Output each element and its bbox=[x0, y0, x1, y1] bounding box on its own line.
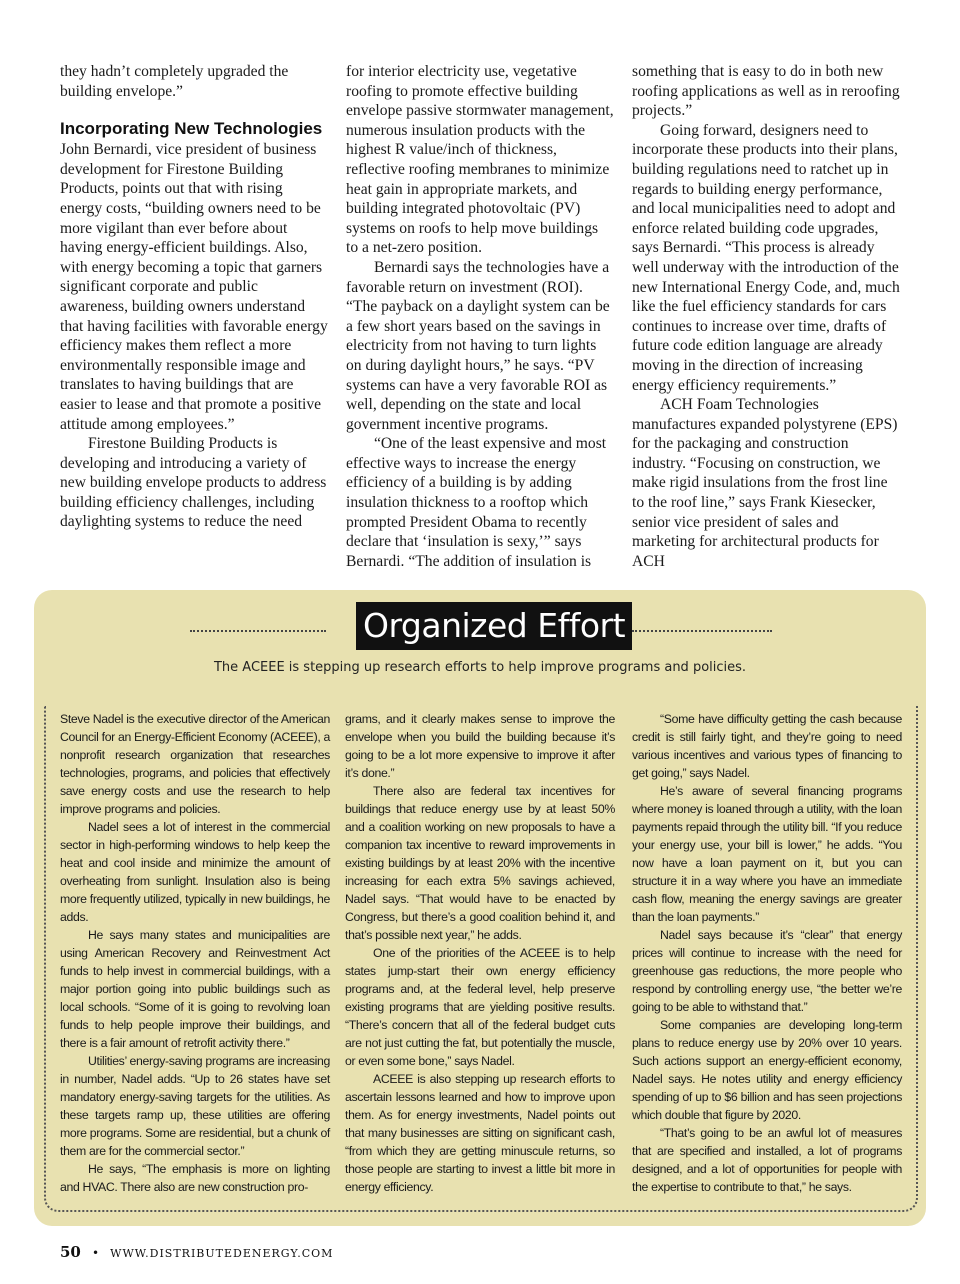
sidebar-title-bar bbox=[34, 602, 926, 652]
section-subhead: Incorporating New Technologies bbox=[60, 119, 323, 139]
paragraph: One of the priorities of the ACEEE is to help states jump-start their own energy efficiency programs and, at the federal level, help preserve existing programs that are yielding positive results. “There’s concern that all of the federal budget cuts are not just cutting the fat, but potentially the muscle, or even some bone,” says Nadel. bbox=[345, 946, 615, 1068]
paragraph: He says many states and municipalities are using American Recovery and Reinvestment Act funds to help invest in commercial buildings, with a major portion going into public buildings such as local schools. “Some of it is going to revolving loan funds to help people improve their buildings, and there is a fair amount of retrofit activity there.” bbox=[60, 928, 330, 1050]
paragraph: Bernardi says the technologies have a favorable return on investment (ROI). “The payback on a daylight system can be a few short years based on the savings in electricity from not having to turn lights on during daylight hours,” he says. “PV systems can have a very favorable ROI as well, depending on the state and local government incentive programs. bbox=[346, 258, 610, 433]
dotted-rule-right bbox=[632, 630, 772, 632]
paragraph: grams, and it clearly makes sense to improve the envelope when you build the building because it’s going to be a lot more expensive to improve it after it’s done.” bbox=[345, 712, 615, 780]
article-column-1 bbox=[60, 62, 328, 532]
paragraph: He says, “The emphasis is more on lighting and HVAC. There also are new construction pro- bbox=[60, 1162, 330, 1194]
paragraph: Going forward, designers need to incorporate these products into their plans, building regulations need to ratchet up in regards to building energy performance, and local municipalities need to adopt and enforce related building code upgrades, says Bernardi. “This process is already well underway with the introduction of the new International Energy Code, and, much like the fuel efficiency standards for cars continues to increase over time, drafts of future code edition language are already moving in the direction of increasing energy efficiency requirements.” bbox=[632, 121, 900, 394]
sidebar-box bbox=[34, 590, 926, 1226]
paragraph: something that is easy to do in both new roofing applications as well as in reroofing projects.” bbox=[632, 63, 900, 120]
paragraph: they hadn’t completely upgraded the building envelope.” bbox=[60, 63, 289, 100]
paragraph: “That’s going to be an awful lot of measures that are specified and installed, a lot of programs designed, and a lot of opportunities for people with the expertise to contribute to that,” he says. bbox=[632, 1126, 902, 1194]
article-body bbox=[60, 62, 902, 577]
sidebar-column-2 bbox=[345, 710, 615, 1196]
article-column-2 bbox=[346, 62, 614, 571]
sidebar-subtitle: The ACEEE is stepping up research efforts to help improve programs and policies. bbox=[213, 660, 747, 675]
article-column-3 bbox=[632, 62, 900, 571]
paragraph: John Bernardi, vice president of business development for Firestone Building Products, points out that with rising energy costs, “building owners need to be more vigilant than ever before about having energy-efficient buildings. Also, with energy becoming a topic that garners significant corporate and public awareness, building owners understand that having facilities with favorable energy efficiency makes them reflect a more environmentally responsible image and translates to having buildings that are easier to lease and that promote a positive attitude among employees.” bbox=[60, 141, 328, 433]
sidebar-column-3 bbox=[632, 710, 902, 1196]
paragraph: Some companies are developing long-term plans to reduce energy use by 20% over 10 years. Such actions support an energy-efficient economy, Nadel says. He notes utility and energy efficiency spending of up to $6 billion and has seen projections which double that figure by 2020. bbox=[632, 1018, 902, 1122]
paragraph: Firestone Building Products is developing and introducing a variety of new building envelope products to address building efficiency challenges, including daylighting systems to reduce the need bbox=[60, 435, 327, 531]
paragraph: Steve Nadel is the executive director of the American Council for an Energy-Efficient Economy (ACEEE), a nonprofit research organization that researches technologies, programs, and policies that effectively save energy costs and use the research to help improve programs and policies. bbox=[60, 712, 331, 816]
page-footer bbox=[60, 1242, 333, 1262]
footer-bullet: • bbox=[91, 1246, 100, 1260]
paragraph: ACEEE is also stepping up research efforts to ascertain lessons learned and how to improve upon them. As for energy investments, Nadel points out that many businesses are sitting on significant cash, “from which they are getting minuscule returns, so those people are starting to invest a little bit more in energy efficiency. bbox=[345, 1072, 615, 1194]
paragraph: “One of the least expensive and most effective ways to increase the energy efficiency of a building is by adding insulation thickness to a rooftop which prompted President Obama to recently declare that ‘insulation is sexy,’” says Bernardi. “The addition of insulation is bbox=[346, 435, 607, 570]
paragraph: Nadel says because it’s “clear” that energy prices will continue to increase with the need for greenhouse gas reductions, the more people who respond by controlling energy use, “the better we’re going to be able to withstand that.” bbox=[632, 928, 902, 1014]
paragraph: Utilities’ energy-saving programs are increasing in number, Nadel adds. “Up to 26 states have set mandatory energy-saving targets for the utilities. As these targets ramp up, these utilities are offering more programs. Some are residential, but a chunk of them are for the commercial sector.” bbox=[60, 1054, 330, 1158]
page-number: 50 bbox=[60, 1243, 81, 1261]
paragraph: “Some have difficulty getting the cash because credit is still fairly tight, and they’re going to need various incentives and various types of financing to get going,” says Nadel. bbox=[632, 712, 902, 780]
paragraph: ACH Foam Technologies manufactures expanded polystyrene (EPS) for the packaging and construction industry. “Focusing on construction, we make rigid insulations from the frost line to the roof line,” says Frank Kiesecker, senior vice president of sales and marketing for architectural products for ACH bbox=[632, 396, 898, 570]
paragraph: He’s aware of several financing programs where money is loaned through a utility, with the loan payments repaid through the utility bill. “If you reduce your energy use, your bill is lower,” he adds. “You now have a loan payment on it, but you can structure it in a way where you have an immediate cash flow, meaning the energy savings are greater than the loan payments.” bbox=[632, 784, 902, 924]
sidebar-column-1 bbox=[60, 710, 330, 1196]
dotted-rule-left bbox=[190, 630, 326, 632]
paragraph: Nadel sees a lot of interest in the commercial sector in high-performing windows to help keep the heat and cool inside and minimize the amount of overheating from sunlight. Insulation also is being more frequently utilized, typically in new buildings, he adds. bbox=[60, 820, 330, 924]
sidebar-title: Organized Effort bbox=[356, 602, 632, 650]
paragraph: for interior electricity use, vegetative roofing to promote effective building envelope passive stormwater management, numerous insulation products with the highest R value/inch of thickness, reflective roofing membranes to minimize heat gain in appropriate markets, and building integrated photovoltaic (PV) systems on roofs to help move buildings to a net-zero position. bbox=[346, 63, 614, 257]
footer-website: WWW.DISTRIBUTEDENERGY.COM bbox=[110, 1247, 334, 1260]
paragraph: There also are federal tax incentives for buildings that reduce energy use by at least 50% and a coalition working on new proposals to have a companion tax incentive to reward improvements in existing buildings by at least 20% with the incentive increasing for each extra 5% savings achieved, Nadel says. “That would have to be enacted by Congress, but there’s a good coalition behind it, and that’s possible next year,” he adds. bbox=[345, 784, 615, 942]
